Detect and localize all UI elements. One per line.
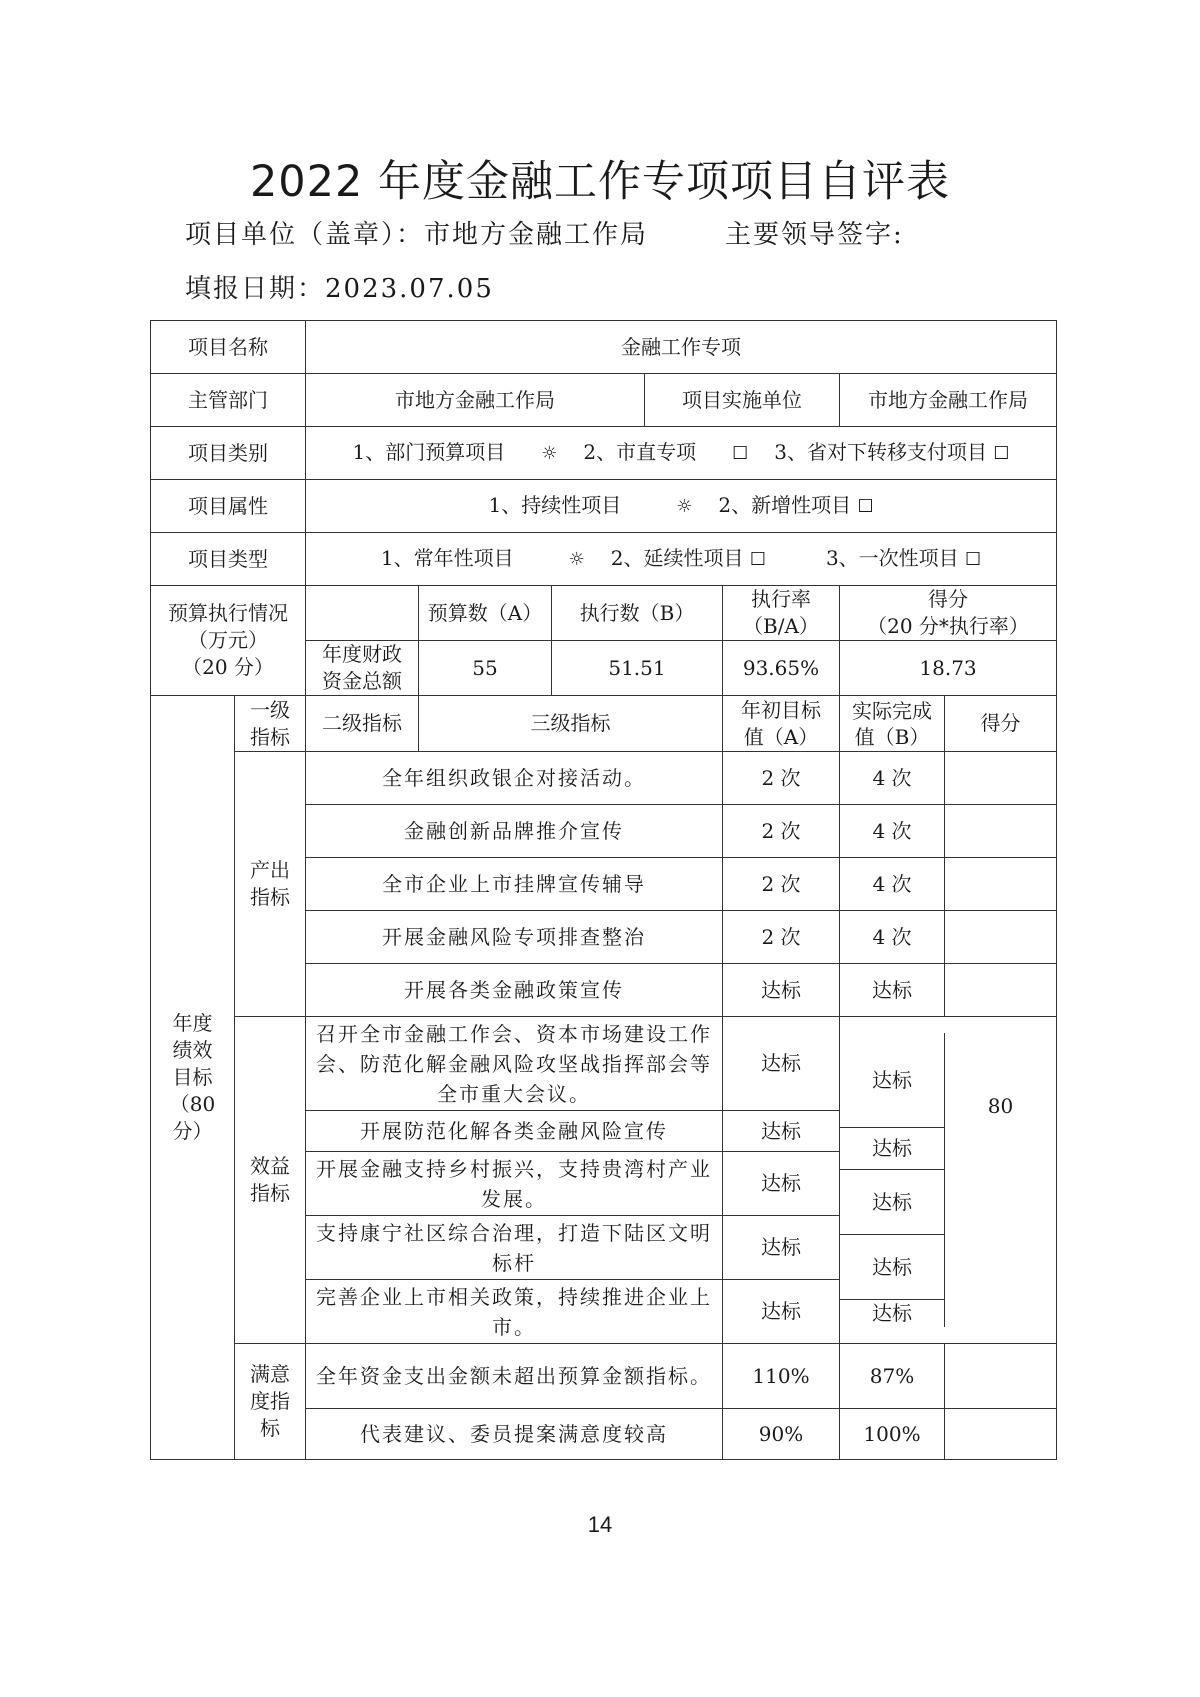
indicator-text: 开展金融支持乡村振兴，支持贵湾村产业发展。 [306,1152,723,1216]
project-name-label: 项目名称 [151,321,306,374]
attribute-option-new: 2、新增性项目 [718,493,852,517]
performance-score-header: 得分 [980,711,1021,735]
page-number: 14 [587,1512,613,1537]
execution-rate-header: 执行率 （B/A） [723,586,840,641]
project-type-options [306,533,1057,586]
indicator-text: 代表建议、委员提案满意度较高 [306,1409,723,1460]
level1-indicator-header: 一级 指标 [235,696,306,752]
initial-target-header: 年初目标 值（A） [723,696,840,752]
indicator-actual: 达标 [840,1235,944,1300]
indicator-target: 达标 [723,1111,840,1152]
checked-mark-icon: ☼ [541,443,558,464]
project-category-options [306,427,1057,480]
project-attribute-label: 项目属性 [151,480,306,533]
checked-mark-icon: ☼ [568,549,585,570]
self-evaluation-table [150,320,1057,1460]
indicator-target: 2 次 [723,752,840,805]
report-date-line: 填报日期：2023.07.05 [185,274,494,304]
indicator-actual: 达标 [872,1301,912,1325]
performance-total-score: 80 [987,1094,1014,1118]
category-option-provincial-transfer: 3、省对下转移支付项目 [774,440,988,464]
executed-amount-b: 51.51 [552,641,723,696]
indicator-text: 全年资金支出金额未超出预算金额指标。 [306,1344,723,1409]
attribute-option-continuous: 1、持续性项目 [488,493,622,517]
indicator-text: 开展各类金融政策宣传 [306,964,723,1017]
indicator-actual: 达标 [840,1128,944,1170]
level3-indicator-header: 三级指标 [419,696,723,752]
unchecked-box-icon: ☐ [993,443,1010,464]
type-option-annual: 1、常年性项目 [380,546,514,570]
indicator-target: 110% [723,1344,840,1409]
leader-signature-label: 主要领导签字: [725,220,904,250]
indicator-text: 召开全市金融工作会、资本市场建设工作会、防范化解金融风险攻坚战指挥部会等全市重大会议。 [306,1017,723,1111]
unchecked-box-icon: ☐ [732,443,749,464]
indicator-actual: 达标 [840,1033,944,1128]
indicator-text: 开展防范化解各类金融风险宣传 [306,1111,723,1152]
category-option-department-budget: 1、部门预算项目 [352,440,506,464]
project-unit-line: 项目单位（盖章）：市地方金融工作局 [185,220,649,250]
unchecked-box-icon: ☐ [749,549,766,570]
type-option-one-time: 3、一次性项目 [825,546,959,570]
output-indicators-label: 产出 指标 [235,752,306,1017]
indicator-text: 全年组织政银企对接活动。 [306,752,723,805]
indicator-target: 2 次 [723,911,840,964]
page-title: 2022 年度金融工作专项项目自评表 [249,157,951,207]
implementing-unit-value: 市地方金融工作局 [840,374,1057,427]
indicator-text: 全市企业上市挂牌宣传辅导 [306,858,723,911]
indicator-target: 达标 [723,1017,840,1111]
project-attribute-options [306,480,1057,533]
indicator-target: 2 次 [723,805,840,858]
annual-fiscal-total-label: 年度财政 资金总额 [306,641,419,696]
indicator-target: 达标 [723,1280,840,1344]
indicator-actual: 4 次 [840,805,945,857]
indicator-actual: 87% [840,1344,945,1408]
project-category-label: 项目类别 [151,427,306,480]
indicator-actual: 达标 [840,1170,944,1235]
type-option-extended: 2、延续性项目 [610,546,744,570]
level2-indicator-header: 二级指标 [306,696,419,752]
indicator-text: 金融创新品牌推介宣传 [306,805,723,858]
indicator-actual: 100% [840,1409,945,1459]
unchecked-box-icon: ☐ [965,549,982,570]
actual-completion-header: 实际完成 值（B） [840,696,945,751]
project-type-label: 项目类型 [151,533,306,586]
unchecked-box-icon: ☐ [857,496,874,517]
budget-header-blank [306,586,419,641]
department-label: 主管部门 [151,374,306,427]
indicator-actual: 4 次 [840,858,945,910]
budget-col-a-header: 预算数（A） [419,586,552,641]
indicator-target: 达标 [723,1152,840,1216]
checked-mark-icon: ☼ [676,496,693,517]
budget-execution-label: 预算执行情况 （万元） （20 分） [151,586,306,696]
indicator-actual: 4 次 [840,911,945,963]
indicator-target: 达标 [723,1216,840,1280]
implementing-unit-label: 项目实施单位 [645,374,840,427]
indicator-target: 达标 [723,964,840,1017]
indicator-text: 开展金融风险专项排查整治 [306,911,723,964]
department-value: 市地方金融工作局 [306,374,645,427]
satisfaction-indicators-label: 满意 度指 标 [235,1344,306,1460]
indicator-text: 支持康宁社区综合治理，打造下陆区文明标杆 [306,1216,723,1280]
execution-rate-value: 93.65% [723,641,840,696]
annual-performance-label: 年度 绩效 目标 （80 分） [151,696,235,1460]
benefit-indicators-label: 效益 指标 [235,1017,306,1344]
indicator-target: 90% [723,1409,840,1460]
indicator-actual: 4 次 [840,752,945,804]
indicator-target: 2 次 [723,858,840,911]
indicator-text: 完善企业上市相关政策，持续推进企业上市。 [306,1280,723,1344]
score-header-group [840,696,1057,752]
project-name-value: 金融工作专项 [306,321,1057,374]
indicator-actual: 达标 [840,964,945,1016]
budget-amount-a: 55 [419,641,552,696]
category-option-city-special: 2、市直专项 [583,440,697,464]
budget-score-header: 得分 （20 分*执行率） [840,586,1057,641]
budget-score-value: 18.73 [840,641,1057,696]
budget-col-b-header: 执行数（B） [552,586,723,641]
